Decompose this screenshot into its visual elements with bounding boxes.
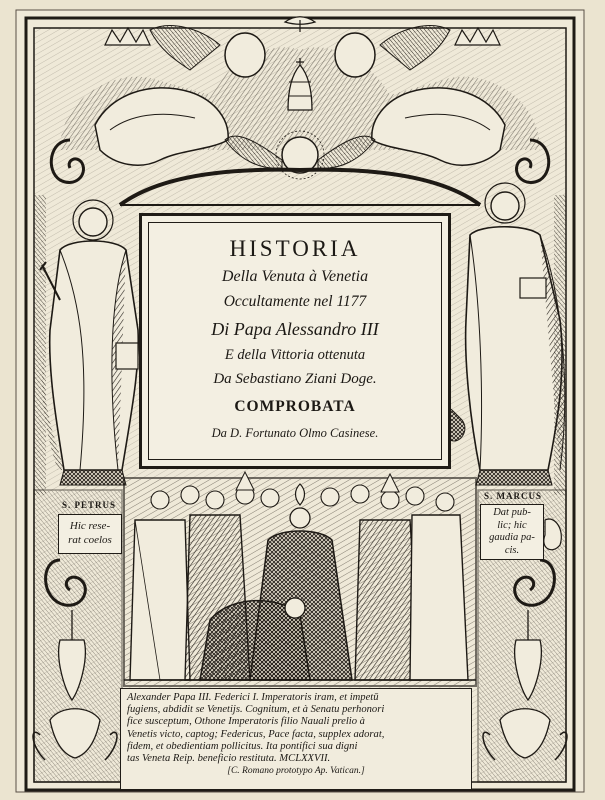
left-crown (105, 28, 150, 45)
left-angel-head (225, 33, 265, 77)
right-angel-head (335, 33, 375, 77)
caption-line-1: Alexander Papa III. Federici I. Imperatoris iram, et impetū (127, 692, 379, 703)
title-line-2: Occultamente nel 1177 (223, 293, 367, 310)
title-line-4: E della Vittoria ottenuta (224, 347, 366, 363)
left-scroll-text-1: Hic rese- (69, 520, 111, 532)
central-scene (124, 472, 476, 686)
caption-line-6: tas Veneta Reip. beneficio restituta. MCLXXVII. (127, 753, 331, 765)
left-scroll (58, 514, 122, 554)
caption-line-5: fidem, et obedientiam pollicitus. Ita pontifici sua digni (127, 740, 358, 752)
latin-caption (120, 688, 472, 790)
right-scroll-text-3: gaudia pa- (489, 532, 535, 543)
open-book-icon (520, 278, 546, 298)
left-scroll-text-2: rat coelos (68, 534, 112, 546)
caption-line-3: fice susceptum, Othone Imperatoris filio Nauali prelio à (127, 716, 365, 728)
comprobata-label: COMPROBATA (234, 398, 356, 415)
pope-figure (290, 508, 310, 528)
book-icon (116, 343, 138, 369)
caption-line-4: Venetis victo, captog; Federicus, Pace facta, supplex adorat, (127, 728, 385, 740)
title-line-5: Da Sebastiano Ziani Doge. (213, 371, 377, 387)
title-cartouche (139, 213, 451, 469)
title-line-3: Di Papa Alessandro III (211, 319, 379, 339)
right-crown (455, 28, 500, 45)
right-scroll (480, 504, 544, 560)
caption-line-2: fugiens, abdidit se Venetijs. Cognitum, et à Senatu perhonori (127, 704, 385, 716)
main-title: HISTORIA (229, 236, 361, 261)
right-scroll-text-1: Dat pub- (493, 507, 531, 518)
author-line: Da D. Fortunato Olmo Casinese. (211, 426, 379, 440)
right-scroll-text-4: cis. (504, 544, 520, 556)
caption-line-7: [C. Romano prototypo Ap. Vatican.] (227, 766, 365, 777)
cherub-head (282, 137, 318, 173)
title-line-1: Della Venuta à Venetia (221, 268, 369, 285)
right-scroll-heading: S. MARCUS (483, 491, 542, 501)
right-scroll-text-2: lic; hic (497, 519, 527, 531)
left-scroll-heading: S. PETRUS (61, 500, 116, 510)
